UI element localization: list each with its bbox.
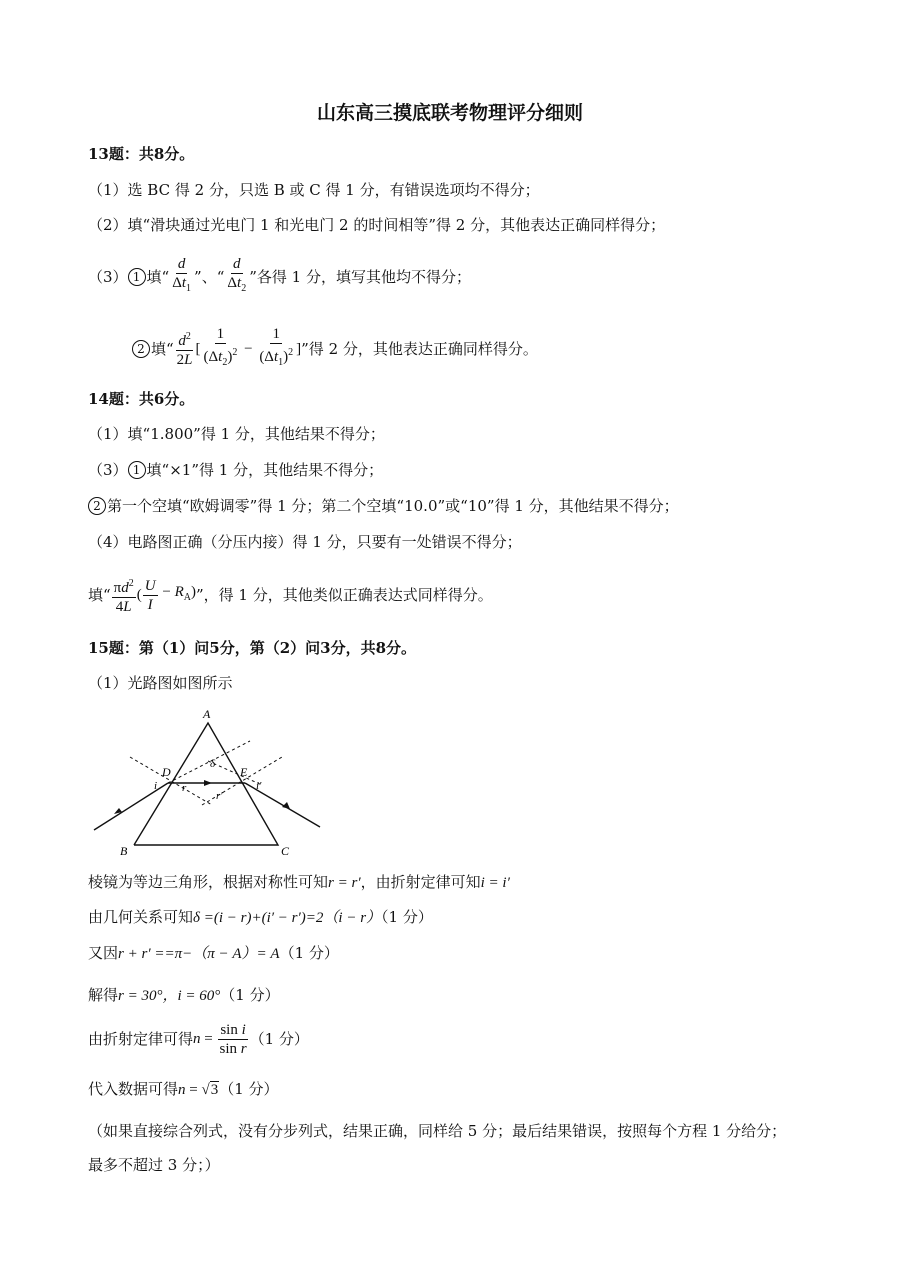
q15-line-2-score: （1 分）	[381, 908, 433, 926]
circled-number-icon: 2	[88, 497, 106, 515]
q15-eq-delta: δ =(i − r)+(i′ − r′)=2（i − r）	[193, 910, 382, 926]
formula-sin-i-over-sin-r: $\frac{\text{sin i}}{\text{sin r}}$	[219, 1021, 247, 1057]
q14-item-1: （1）填“1.800”得 1 分，其他结果不得分；	[88, 425, 385, 443]
extension-line-2	[208, 761, 262, 785]
q15-line-4-score: （1 分）	[220, 986, 280, 1004]
q15-line-4	[88, 985, 280, 1006]
q15-line-5-text: 由折射定律可得	[88, 1030, 194, 1048]
formula-1-over-dt2-squared: $\frac{1}{(\Delta t_2)^2}$	[203, 326, 238, 368]
label-delta: δ	[210, 758, 216, 770]
label-r: r	[182, 782, 187, 794]
q14-formula-prefix: 填“	[88, 586, 111, 604]
q13-item-3b-suffix: ”得 2 分，其他表达正确同样得分。	[301, 339, 538, 358]
extension-line-1	[168, 741, 250, 783]
q15-note-line-2: 最多不超过 3 分；）	[88, 1156, 220, 1174]
q15-line-1	[88, 872, 510, 893]
q13-header: 13题：共8分。	[88, 145, 195, 163]
q15-line-6	[88, 1079, 279, 1100]
label-r-prime: r′	[216, 790, 223, 802]
q14-item-3	[88, 460, 383, 480]
label-e: E	[240, 765, 248, 779]
q14-item-3-text: 填“×1”得 1 分，其他结果不得分；	[146, 461, 384, 479]
page-title: 山东高三摸底联考物理评分细则	[316, 102, 583, 124]
q13-item-3-fill: 填“	[146, 267, 170, 286]
q15-line-2	[88, 907, 433, 928]
label-a: A	[203, 707, 211, 721]
q15-note-line-1: （如果直接综合列式，没有分步列式，结果正确，同样给 5 分；最后结果错误，按照每个方程 1 分给分；	[88, 1122, 787, 1140]
q15-line-2-text: 由几何关系可知	[88, 908, 194, 926]
q15-eq-i-equals-i-prime: i = i′	[480, 875, 510, 891]
q15-item-1: （1）光路图如图所示	[88, 674, 233, 692]
q15-line-1-mid: ，由折射定律可知	[360, 873, 481, 891]
q13-item-3-suffix: ”各得 1 分，填写其他均不得分；	[249, 267, 471, 286]
q14-formula-suffix: ”，得 1 分，其他类似正确表达式同样得分。	[195, 586, 493, 604]
q15-header: 15题：第（1）问5分，第（2）问3分，共8分。	[88, 639, 417, 657]
label-c: C	[281, 844, 290, 858]
q13-item-2: （2）填“滑块通过光电门 1 和光电门 2 的时间相等”得 2 分，其他表达正确同样得分；	[88, 216, 666, 234]
label-i: i	[154, 780, 158, 792]
formula-d-over-dt2: $\frac{d}{\Delta t_2}$	[227, 256, 247, 294]
formula-pi-d2-over-4L: $\frac{\pi d^2}{4L}$	[112, 575, 136, 616]
q14-item-4: （4）电路图正确（分压内接）得 1 分，只要有一处错误不得分；	[88, 533, 522, 551]
q15-line-5: 由折射定律可得 n = $\frac{\text{sin i}}{\text{sin r}}$ （1 分）	[88, 1019, 309, 1059]
q15-eq-solution: r = 30°，i = 60°	[118, 988, 221, 1004]
formula-d-over-dt1: $\frac{d}{\Delta t_1}$	[172, 256, 192, 294]
q15-line-4-text: 解得	[88, 986, 119, 1004]
q13-item-3-prefix: （3）	[88, 267, 128, 286]
q13-item-3-mid: ”、“	[194, 267, 225, 286]
ray-arrow-icon	[204, 780, 212, 786]
q13-item-3	[88, 255, 471, 298]
q14-item-3b	[88, 496, 679, 516]
circled-number-icon: 1	[128, 268, 146, 286]
prism-light-path-diagram	[90, 705, 330, 860]
q15-line-3-score: （1 分）	[279, 944, 339, 962]
q15-eq-r-equals-r-prime: r = r′	[328, 875, 361, 891]
q13-item-1: （1）选 BC 得 2 分，只选 B 或 C 得 1 分，有错误选项均不得分；	[88, 181, 540, 199]
formula-d2-over-2L: $\frac{d^2}{2L}$	[175, 328, 195, 369]
q13-item-3b-fill: 填“	[151, 339, 174, 358]
formula-U-over-I: $\frac{U}{I}$	[144, 577, 156, 613]
formula-n-equals-root-3: n = √3	[178, 1082, 219, 1098]
normal-line-d	[130, 757, 212, 805]
label-d: D	[162, 765, 171, 779]
circled-number-icon: 1	[128, 461, 146, 479]
q14-formula-line: 填“ $\frac{\pi d^2}{4L}$ ( $\frac{U}{I}$ − $R_A$) ”，得 1 分，其他类似正确表达式同样得分。	[88, 572, 493, 618]
q15-line-1-text: 棱镜为等边三角形，根据对称性可知	[88, 873, 329, 891]
q15-line-6-score: （1 分）	[219, 1080, 279, 1098]
label-i-prime: i′	[256, 780, 262, 792]
q14-item-3-prefix: （3）	[88, 461, 128, 479]
formula-1-over-dt1-squared: $\frac{1}{(\Delta t_1)^2}$	[259, 326, 294, 368]
q15-line-6-text: 代入数据可得	[88, 1080, 179, 1098]
q13-item-3b: 2 填“ $\frac{d^2}{2L}$ [ $\frac{1}{(\Delta t_2)^2}$ − $\frac{1}{(\Delta t_1)^2}$ ] ”得 2 分，其他表达正确同样得分。	[132, 325, 538, 372]
q15-line-3	[88, 943, 339, 964]
label-b: B	[120, 844, 128, 858]
q15-line-5-score: （1 分）	[249, 1030, 309, 1048]
q15-eq-r-sum: r + r′ ==π−（π − A）= A	[118, 946, 280, 962]
q15-line-3-text: 又因	[88, 944, 119, 962]
q14-item-3b-text: 第一个空填“欧姆调零”得 1 分；第二个空填“10.0”或“10”得 1 分，其他结果不得分；	[107, 497, 679, 515]
q14-header: 14题：共6分。	[88, 390, 195, 408]
circled-number-icon: 2	[132, 340, 150, 358]
